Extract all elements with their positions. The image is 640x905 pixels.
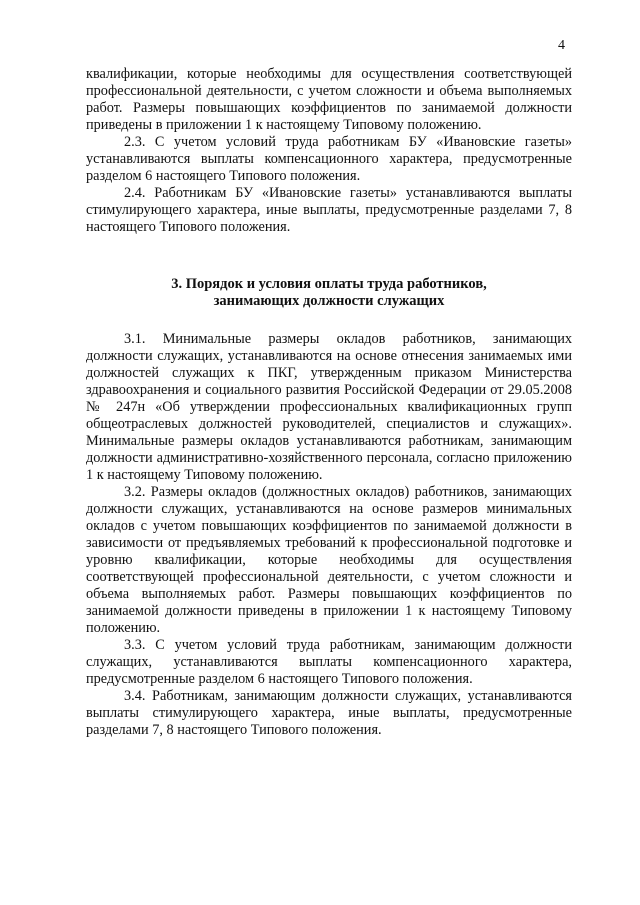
paragraph-2-3: 2.3. С учетом условий труда работникам БУ «Ивановские газеты» устанавливаются выплаты компенсационного характера, предусмотренные разделом 6 настоящего Типового положения. xyxy=(86,134,572,184)
section2-continuation xyxy=(86,66,572,236)
paragraph-continuation: квалификации, которые необходимы для осуществления соответствующей профессиональной деятельности, с учетом сложности и объема выполняемых работ. Размеры повышающих коэффициентов по занимаемой должности приведены в приложении 1 к настоящему Типовому положению. xyxy=(86,66,572,133)
paragraph-3-4: 3.4. Работникам, занимающим должности служащих, устанавливаются выплаты стимулирующего характера, иные выплаты, предусмотренные разделами 7, 8 настоящего Типового положения. xyxy=(86,688,572,738)
paragraph-3-3: 3.3. С учетом условий труда работникам, занимающим должности служащих, устанавливаются выплаты компенсационного характера, предусмотренные разделом 6 настоящего Типового положения. xyxy=(86,637,572,687)
paragraph-3-2: 3.2. Размеры окладов (должностных окладов) работников, занимающих должности служащих, устанавливаются на основе размеров минимальных окладов с учетом повышающих коэффициентов по занимаемой должности в зависимости от предъявляемых требований к профессиональной подготовке и уровню квалификации, которые необходимы для осуществления соответствующей профессиональной деятельности, с учетом сложности и объема выполняемых работ. Размеры повышающих коэффициентов по занимаемой должности приведены в приложении 1 к настоящему Типовому положению. xyxy=(86,484,572,636)
paragraph-2-4: 2.4. Работникам БУ «Ивановские газеты» устанавливаются выплаты стимулирующего характера, иные выплаты, предусмотренные разделами 7, 8 настоящего Типового положения. xyxy=(86,185,572,235)
section-3-heading xyxy=(86,276,572,310)
section-3-heading-line2: занимающих должности служащих xyxy=(213,293,445,309)
page-number: 4 xyxy=(558,38,565,53)
section-3-heading-line1: 3. Порядок и условия оплаты труда работников, xyxy=(171,276,487,292)
paragraph-3-1: 3.1. Минимальные размеры окладов работников, занимающих должности служащих, устанавливаются на основе отнесения занимаемых ими должностей служащих к ПКГ, утвержденным приказом Министерства здравоохранения и социального развития Российской Федерации от 29.05.2008 № 247н «Об утверждении профессиональных квалификационных групп общеотраслевых должностей руководителей, специалистов и служащих». Минимальные размеры окладов устанавливаются работникам, занимающим должности административно-хозяйственного персонала, согласно приложению 1 к настоящему Типовому положению. xyxy=(86,331,572,483)
section-3-body xyxy=(86,331,572,739)
